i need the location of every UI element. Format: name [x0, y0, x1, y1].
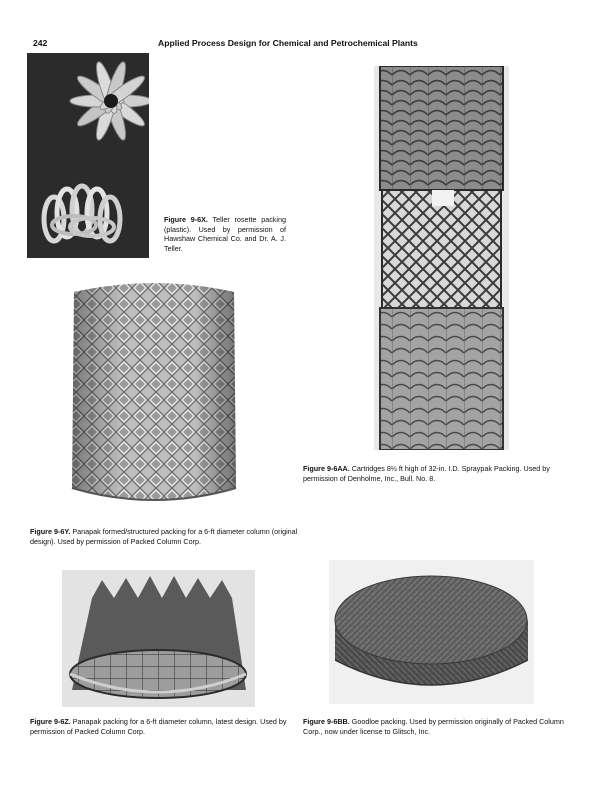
caption-fig-9-6z — [30, 717, 292, 736]
spraypak-cartridges-photo — [374, 66, 509, 450]
caption-fig-9-6y — [30, 527, 298, 546]
caption-text: Teller rosette packing (plastic). Used by permission of Hawshaw Chemical Co. and Dr. A. J. Teller. — [164, 215, 286, 253]
caption-text: Goodloe packing. Used by permission originally of Packed Column Corp., now under license to Glitsch, Inc. — [303, 717, 564, 736]
goodloe-packing-photo — [329, 560, 534, 704]
caption-label: Figure 9-6Y. — [30, 527, 71, 536]
caption-fig-9-6x — [164, 215, 286, 253]
panapak-latest-photo — [62, 570, 255, 707]
running-title: Applied Process Design for Chemical and Petrochemical Plants — [158, 38, 418, 48]
caption-fig-9-6aa — [303, 464, 565, 483]
caption-label: Figure 9-6Z. — [30, 717, 71, 726]
caption-text: Cartridges 8½ ft high of 32-in. I.D. Spraypak Packing. Used by permission of Denholme, Inc., Bull. No. 8. — [303, 464, 550, 483]
caption-text: Panapak formed/structured packing for a 6-ft diameter column (original design). Used by permission of Packed Column Corp. — [30, 527, 298, 546]
panapak-cylinder-photo — [68, 280, 240, 512]
page-number: 242 — [33, 38, 48, 48]
caption-label: Figure 9-6AA. — [303, 464, 350, 473]
caption-label: Figure 9-6BB. — [303, 717, 350, 726]
caption-label: Figure 9-6X. — [164, 215, 208, 224]
caption-text: Panapak packing for a 6-ft diameter column, latest design. Used by permission of Packed Column Corp. — [30, 717, 287, 736]
teller-rosette-photo — [27, 53, 149, 258]
caption-fig-9-6bb — [303, 717, 565, 736]
